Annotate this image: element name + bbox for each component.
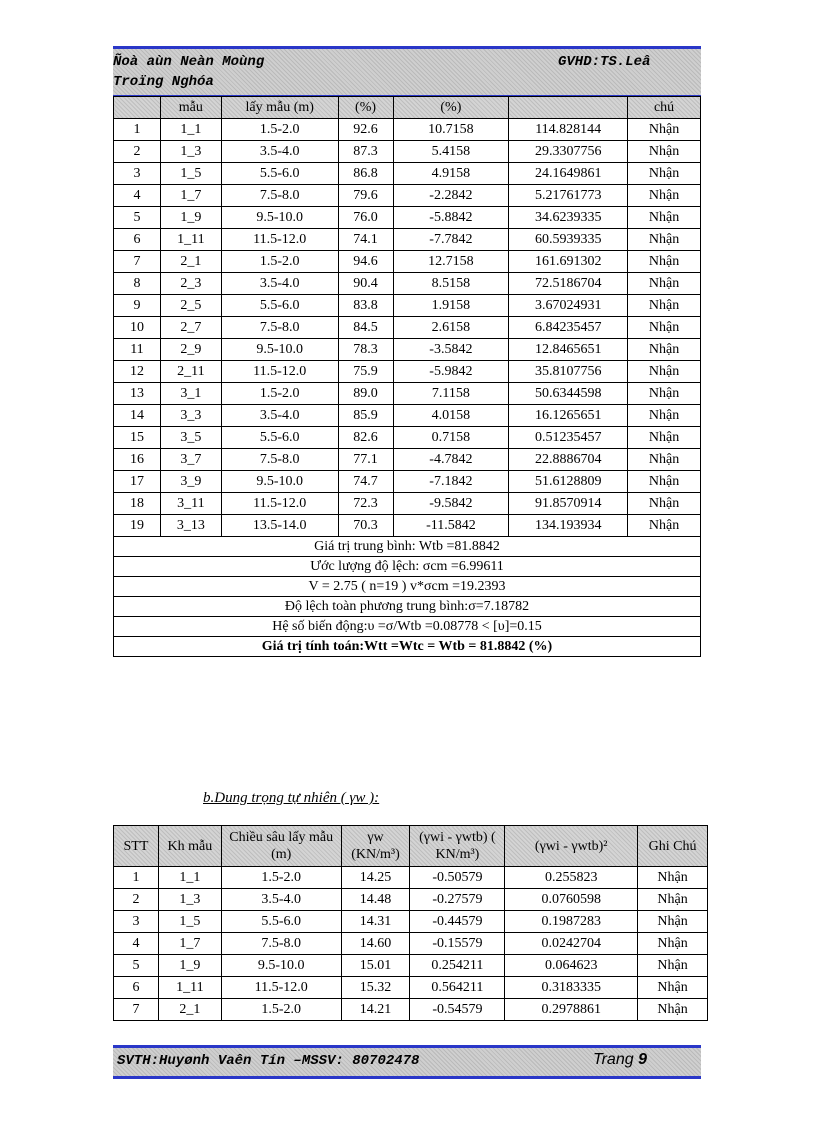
table-cell: 161.691302 (509, 251, 628, 273)
table-cell: 14.48 (341, 889, 410, 911)
summary-row (114, 557, 701, 577)
table-cell: -4.7842 (393, 449, 509, 471)
table-row (114, 867, 708, 889)
summary-text: Ước lượng độ lệch: σcm =6.99611 (114, 557, 701, 577)
table-cell: 12.8465651 (509, 339, 628, 361)
table-cell: 7 (114, 999, 159, 1021)
unit-weight-table (113, 825, 708, 1021)
table-cell: Nhận (628, 361, 701, 383)
page-footer (113, 1045, 701, 1079)
table-row (114, 207, 701, 229)
column-header: Chiều sâu lấy mẫu (m) (221, 826, 341, 867)
table-cell: 13 (114, 383, 161, 405)
table-cell: -3.5842 (393, 339, 509, 361)
table-row (114, 317, 701, 339)
table-cell: -0.15579 (410, 933, 505, 955)
table-row (114, 141, 701, 163)
table-cell: Nhận (628, 405, 701, 427)
table-cell: 90.4 (338, 273, 393, 295)
table-cell: 114.828144 (509, 119, 628, 141)
table-cell: Nhận (628, 251, 701, 273)
table-cell: 86.8 (338, 163, 393, 185)
table-cell: 8 (114, 273, 161, 295)
table-cell: 10 (114, 317, 161, 339)
table-row (114, 933, 708, 955)
column-header: chú (628, 97, 701, 119)
table-cell: 5.5-6.0 (221, 295, 338, 317)
table-row (114, 361, 701, 383)
header-author: Troïng Nghóa (113, 74, 214, 90)
footer-student: SVTH:Huyønh Vaên Tín –MSSV: 80702478 (117, 1053, 420, 1069)
table-cell: 5.5-6.0 (221, 911, 341, 933)
table-cell: 3 (114, 163, 161, 185)
table-cell: 15 (114, 427, 161, 449)
table-row (114, 889, 708, 911)
table-cell: Nhận (628, 515, 701, 537)
table-cell: 85.9 (338, 405, 393, 427)
table-cell: 76.0 (338, 207, 393, 229)
table-cell: 2_1 (160, 251, 221, 273)
table-cell: 1.5-2.0 (221, 251, 338, 273)
table-cell: 7 (114, 251, 161, 273)
table-cell: 19 (114, 515, 161, 537)
table-row (114, 163, 701, 185)
table-row (114, 427, 701, 449)
table-cell: Nhận (638, 911, 708, 933)
column-header: (γwi - γwtb) ( KN/m³) (410, 826, 505, 867)
table-cell: 9.5-10.0 (221, 339, 338, 361)
table-cell: 0.1987283 (505, 911, 638, 933)
table-cell: 83.8 (338, 295, 393, 317)
table-cell: 1_1 (158, 867, 221, 889)
summary-row (114, 637, 701, 657)
table-cell: 0.0760598 (505, 889, 638, 911)
table-header-row (114, 97, 701, 119)
table-cell: 10.7158 (393, 119, 509, 141)
table-cell: 84.5 (338, 317, 393, 339)
summary-row (114, 577, 701, 597)
moisture-table (113, 96, 701, 657)
table-cell: 14.25 (341, 867, 410, 889)
table-cell: 3.5-4.0 (221, 405, 338, 427)
summary-text: Hệ số biến động:υ =σ/Wtb =0.08778 < [υ]=0.15 (114, 617, 701, 637)
table-cell: 1.5-2.0 (221, 867, 341, 889)
table-cell: -2.2842 (393, 185, 509, 207)
table-cell: -5.8842 (393, 207, 509, 229)
table-cell: 2_9 (160, 339, 221, 361)
table-row (114, 273, 701, 295)
summary-row (114, 617, 701, 637)
table-cell: 0.255823 (505, 867, 638, 889)
table-cell: 16.1265651 (509, 405, 628, 427)
table-cell: 87.3 (338, 141, 393, 163)
table-cell: 34.6239335 (509, 207, 628, 229)
table-cell: 0.2978861 (505, 999, 638, 1021)
page-header (113, 46, 701, 98)
table-cell: 11.5-12.0 (221, 361, 338, 383)
table-cell: 3_11 (160, 493, 221, 515)
table-cell: 3_13 (160, 515, 221, 537)
table-cell: Nhận (628, 339, 701, 361)
table-cell: 9.5-10.0 (221, 955, 341, 977)
summary-text: Giá trị trung bình: Wtb =81.8842 (114, 537, 701, 557)
table-cell: 4.9158 (393, 163, 509, 185)
table-cell: 7.5-8.0 (221, 185, 338, 207)
table-cell: Nhận (628, 229, 701, 251)
table-row (114, 999, 708, 1021)
column-header: (%) (338, 97, 393, 119)
table-cell: 4.0158 (393, 405, 509, 427)
column-header: mẫu (160, 97, 221, 119)
table-cell: Nhận (628, 427, 701, 449)
table-cell: 15.32 (341, 977, 410, 999)
table-row (114, 977, 708, 999)
table-row (114, 515, 701, 537)
table-row (114, 229, 701, 251)
table-cell: 1.5-2.0 (221, 999, 341, 1021)
table-cell: 0.564211 (410, 977, 505, 999)
page-number: 9 (638, 1051, 647, 1068)
header-project-title: Ñoà aùn Neàn Moùng (113, 54, 265, 70)
table-cell: -11.5842 (393, 515, 509, 537)
table-cell: Nhận (638, 867, 708, 889)
table-cell: 5 (114, 207, 161, 229)
table-cell: 11 (114, 339, 161, 361)
table-cell: 7.5-8.0 (221, 317, 338, 339)
table-cell: 2.6158 (393, 317, 509, 339)
table-cell: 17 (114, 471, 161, 493)
table-cell: 3_3 (160, 405, 221, 427)
table-cell: 2_7 (160, 317, 221, 339)
table-cell: 12.7158 (393, 251, 509, 273)
table-cell: 4 (114, 185, 161, 207)
summary-text: V = 2.75 ( n=19 ) v*σcm =19.2393 (114, 577, 701, 597)
table-cell: 1.5-2.0 (221, 119, 338, 141)
table-cell: 1_5 (158, 911, 221, 933)
table-cell: 7.1158 (393, 383, 509, 405)
table-cell: 9 (114, 295, 161, 317)
table-cell: 1_11 (158, 977, 221, 999)
table-cell: 1.5-2.0 (221, 383, 338, 405)
table-cell: 1_3 (158, 889, 221, 911)
table-cell: 5.5-6.0 (221, 163, 338, 185)
table-cell: 6 (114, 229, 161, 251)
table-row (114, 471, 701, 493)
table-row (114, 185, 701, 207)
table-cell: 12 (114, 361, 161, 383)
table-cell: 50.6344598 (509, 383, 628, 405)
table-cell: Nhận (638, 999, 708, 1021)
table-cell: 0.7158 (393, 427, 509, 449)
table-row (114, 295, 701, 317)
table-row (114, 911, 708, 933)
summary-text: Giá trị tính toán:Wtt =Wtc = Wtb = 81.8842 (%) (114, 637, 701, 657)
column-header (509, 97, 628, 119)
summary-row (114, 537, 701, 557)
table-cell: 2_3 (160, 273, 221, 295)
table-cell: 79.6 (338, 185, 393, 207)
footer-page (593, 1051, 647, 1069)
table-cell: 70.3 (338, 515, 393, 537)
table-cell: Nhận (628, 163, 701, 185)
table-cell: 1_1 (160, 119, 221, 141)
table-cell: 1_9 (158, 955, 221, 977)
table-cell: 1_7 (160, 185, 221, 207)
table-cell: 9.5-10.0 (221, 471, 338, 493)
table-cell: 3_1 (160, 383, 221, 405)
table-cell: 134.193934 (509, 515, 628, 537)
table-cell: 16 (114, 449, 161, 471)
table-row (114, 493, 701, 515)
table-cell: 11.5-12.0 (221, 493, 338, 515)
table-row (114, 383, 701, 405)
table-cell: 5 (114, 955, 159, 977)
table-cell: Nhận (628, 273, 701, 295)
table-cell: 0.3183335 (505, 977, 638, 999)
table-cell: 51.6128809 (509, 471, 628, 493)
table-cell: 7.5-8.0 (221, 449, 338, 471)
column-header: lấy mẫu (m) (221, 97, 338, 119)
table-cell: 2 (114, 141, 161, 163)
table-cell: 3.5-4.0 (221, 141, 338, 163)
table-cell: Nhận (628, 119, 701, 141)
table-cell: Nhận (628, 185, 701, 207)
table-cell: 0.51235457 (509, 427, 628, 449)
table-cell: 7.5-8.0 (221, 933, 341, 955)
table-cell: 3 (114, 911, 159, 933)
table-cell: 14.31 (341, 911, 410, 933)
table-cell: 24.1649861 (509, 163, 628, 185)
table-cell: 14.21 (341, 999, 410, 1021)
table-cell: 1_5 (160, 163, 221, 185)
table-cell: -7.7842 (393, 229, 509, 251)
table-cell: 6 (114, 977, 159, 999)
table-cell: 2 (114, 889, 159, 911)
table-cell: 1_7 (158, 933, 221, 955)
section-title: b.Dung trọng tự nhiên ( γw ): (203, 790, 380, 806)
column-header (114, 97, 161, 119)
table-cell: 1 (114, 867, 159, 889)
table-cell: 3.5-4.0 (221, 889, 341, 911)
table-cell: 77.1 (338, 449, 393, 471)
column-header: γw (KN/m³) (341, 826, 410, 867)
table-cell: -0.50579 (410, 867, 505, 889)
page-label: Trang (593, 1051, 634, 1068)
table-cell: 18 (114, 493, 161, 515)
table-cell: 0.254211 (410, 955, 505, 977)
table-cell: Nhận (628, 471, 701, 493)
table-cell: 1 (114, 119, 161, 141)
table-cell: 13.5-14.0 (221, 515, 338, 537)
table-cell: Nhận (638, 889, 708, 911)
table-cell: 3_7 (160, 449, 221, 471)
table-header-row (114, 826, 708, 867)
table-cell: 11.5-12.0 (221, 229, 338, 251)
table-cell: 3.67024931 (509, 295, 628, 317)
table-cell: 14 (114, 405, 161, 427)
table-row (114, 405, 701, 427)
table-cell: 11.5-12.0 (221, 977, 341, 999)
table-cell: 60.5939335 (509, 229, 628, 251)
table-cell: Nhận (628, 493, 701, 515)
table-cell: 74.7 (338, 471, 393, 493)
table-cell: 8.5158 (393, 273, 509, 295)
table-cell: 91.8570914 (509, 493, 628, 515)
table-cell: 92.6 (338, 119, 393, 141)
table-row (114, 339, 701, 361)
table-cell: Nhận (628, 317, 701, 339)
table-cell: 2_5 (160, 295, 221, 317)
table-cell: Nhận (638, 933, 708, 955)
table-cell: 1_3 (160, 141, 221, 163)
table-cell: -9.5842 (393, 493, 509, 515)
table-row (114, 955, 708, 977)
table-cell: 14.60 (341, 933, 410, 955)
table-cell: -0.27579 (410, 889, 505, 911)
table-cell: 1_11 (160, 229, 221, 251)
table-cell: Nhận (628, 383, 701, 405)
table-cell: 3.5-4.0 (221, 273, 338, 295)
table-cell: 94.6 (338, 251, 393, 273)
table-cell: 3_9 (160, 471, 221, 493)
column-header: Ghi Chú (638, 826, 708, 867)
table-cell: Nhận (628, 207, 701, 229)
table-cell: 9.5-10.0 (221, 207, 338, 229)
table-cell: 0.0242704 (505, 933, 638, 955)
column-header: STT (114, 826, 159, 867)
table-cell: -7.1842 (393, 471, 509, 493)
column-header: (γwi - γwtb)² (505, 826, 638, 867)
table-cell: 5.21761773 (509, 185, 628, 207)
table-cell: Nhận (628, 295, 701, 317)
table-cell: 22.8886704 (509, 449, 628, 471)
table-cell: -0.44579 (410, 911, 505, 933)
table-row (114, 119, 701, 141)
table-cell: 6.84235457 (509, 317, 628, 339)
table-cell: Nhận (638, 955, 708, 977)
table-cell: 15.01 (341, 955, 410, 977)
table-cell: 3_5 (160, 427, 221, 449)
column-header: (%) (393, 97, 509, 119)
table-cell: 2_1 (158, 999, 221, 1021)
table-cell: 82.6 (338, 427, 393, 449)
table-cell: 5.5-6.0 (221, 427, 338, 449)
summary-row (114, 597, 701, 617)
table-cell: 78.3 (338, 339, 393, 361)
table-cell: 2_11 (160, 361, 221, 383)
table-cell: -0.54579 (410, 999, 505, 1021)
table-cell: Nhận (628, 141, 701, 163)
table-cell: 72.5186704 (509, 273, 628, 295)
summary-text: Độ lệch toàn phương trung bình:σ=7.18782 (114, 597, 701, 617)
column-header: Kh mẫu (158, 826, 221, 867)
table-cell: -5.9842 (393, 361, 509, 383)
table-cell: 1.9158 (393, 295, 509, 317)
table-cell: Nhận (638, 977, 708, 999)
table-cell: 72.3 (338, 493, 393, 515)
table-cell: Nhận (628, 449, 701, 471)
table-cell: 29.3307756 (509, 141, 628, 163)
table-row (114, 449, 701, 471)
table-cell: 0.064623 (505, 955, 638, 977)
table-cell: 1_9 (160, 207, 221, 229)
table-cell: 5.4158 (393, 141, 509, 163)
table-row (114, 251, 701, 273)
table-cell: 35.8107756 (509, 361, 628, 383)
table-cell: 89.0 (338, 383, 393, 405)
table-cell: 74.1 (338, 229, 393, 251)
table-cell: 4 (114, 933, 159, 955)
header-advisor: GVHD:TS.Leâ (558, 54, 651, 70)
table-cell: 75.9 (338, 361, 393, 383)
